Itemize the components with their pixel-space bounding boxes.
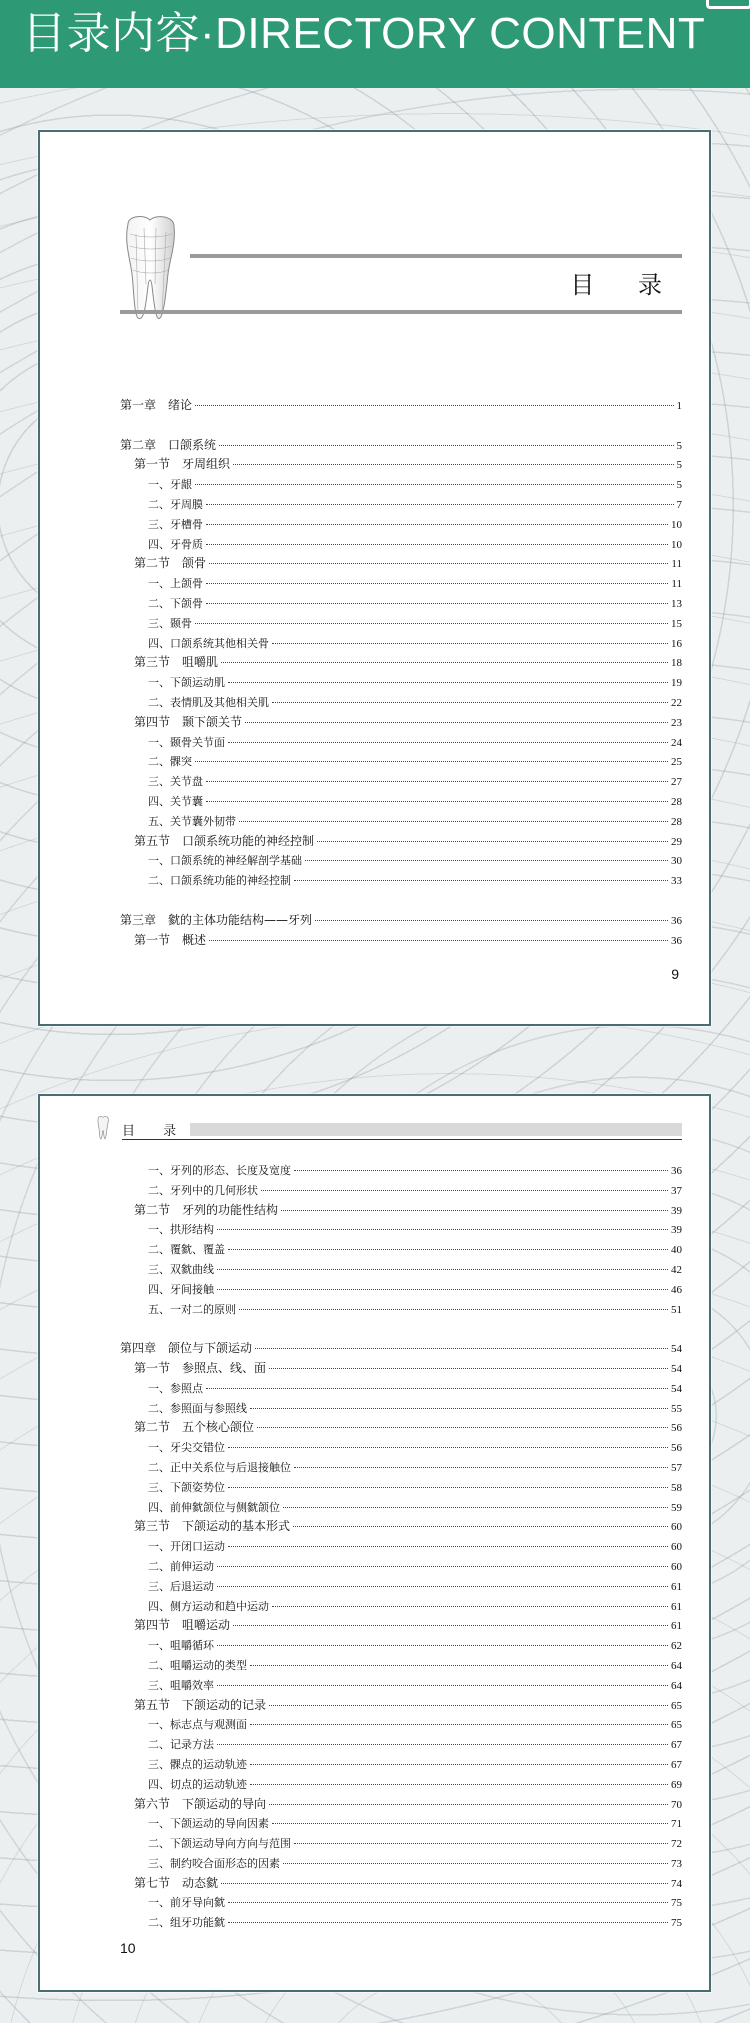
toc-entry-title: 第三节 咀嚼肌: [134, 655, 219, 670]
toc-list: [120, 396, 682, 950]
toc-leader-dots: [272, 1606, 668, 1607]
toc-leader-dots: [217, 1289, 668, 1290]
toc-leader-dots: [219, 445, 673, 446]
toc-entry-title: 五、一对二的原则: [148, 1302, 236, 1316]
toc-entry-page: 57: [671, 1461, 682, 1474]
toc-subsection: [120, 851, 682, 871]
toc-leader-dots: [250, 1784, 668, 1785]
toc-leader-dots: [206, 583, 668, 584]
toc-entry-page: 36: [671, 1165, 682, 1177]
toc-leader-dots: [209, 940, 668, 941]
toc-entry-page: 37: [671, 1184, 682, 1197]
toc-entry-title: 第一章 绪论: [120, 398, 193, 412]
toc-entry-title: 第一节 概述: [134, 932, 207, 947]
toc-leader-dots: [272, 643, 668, 644]
toc-subsection: [120, 1498, 682, 1518]
toc-leader-dots: [233, 464, 673, 465]
toc-entry-page: 56: [671, 1442, 682, 1455]
toc-entry-title: 三、咀嚼效率: [148, 1678, 214, 1692]
toc-entry-page: 24: [671, 736, 682, 749]
toc-chapter: [120, 396, 682, 416]
toc-entry-title: 二、参照面与参照线: [148, 1401, 247, 1415]
toc-subsection: [120, 1458, 682, 1478]
toc-subsection: [120, 792, 682, 812]
toc-entry-title: 二、正中关系位与后退接触位: [148, 1460, 291, 1474]
toc-leader-dots: [221, 662, 668, 663]
toc-entry-page: 5: [676, 439, 682, 452]
toc-entry-title: 第三章 㓄的主体功能结构——牙列: [120, 912, 313, 927]
toc-leader-dots: [217, 1566, 668, 1567]
toc-subsection: [120, 1814, 682, 1834]
page-title: 目 录: [570, 271, 680, 299]
toc-leader-dots: [217, 1586, 668, 1587]
toc-entry-title: 一、咀嚼循环: [148, 1639, 214, 1653]
toc-spacer: [120, 416, 682, 436]
toc-entry-title: 五、关节囊外韧带: [148, 814, 236, 828]
toc-subsection: [120, 1240, 682, 1260]
toc-entry-page: 73: [671, 1857, 682, 1870]
toc-entry-title: 三、双㓄曲线: [148, 1262, 214, 1276]
page-title: 目 录: [122, 1124, 189, 1139]
toc-leader-dots: [228, 1447, 668, 1448]
toc-subsection: [120, 1577, 682, 1597]
toc-entry-page: 5: [676, 459, 682, 472]
toc-leader-dots: [294, 880, 668, 881]
toc-entry-page: 58: [671, 1481, 682, 1494]
toc-entry-page: 19: [671, 677, 682, 690]
toc-entry-page: 67: [671, 1739, 682, 1752]
toc-chapter: [120, 1339, 682, 1359]
toc-entry-title: 四、切点的运动轨迹: [148, 1777, 247, 1791]
toc-leader-dots: [294, 1170, 668, 1171]
toc-entry-page: 54: [671, 1343, 682, 1356]
toc-subsection: [120, 1854, 682, 1874]
toc-entry-title: 四、牙骨质: [148, 537, 203, 551]
toc-entry-page: 61: [671, 1600, 682, 1613]
toc-leader-dots: [206, 781, 668, 782]
toc-leader-dots: [206, 504, 674, 505]
toc-subsection: [120, 871, 682, 891]
toc-entry-page: 65: [671, 1719, 682, 1732]
toc-entry-page: 59: [671, 1501, 682, 1514]
toc-section: [120, 1359, 682, 1379]
toc-leader-dots: [217, 1269, 668, 1270]
tooth-icon: [96, 1116, 110, 1140]
toc-entry-page: 42: [671, 1263, 682, 1276]
toc-subsection: [120, 1913, 682, 1933]
toc-entry-title: 一、牙尖交错位: [148, 1441, 225, 1455]
toc-leader-dots: [283, 1507, 668, 1508]
toc-entry-page: 54: [671, 1382, 682, 1395]
toc-leader-dots: [272, 702, 668, 703]
toc-leader-dots: [294, 1843, 668, 1844]
toc-section: [120, 1201, 682, 1221]
toc-leader-dots: [209, 563, 668, 564]
toc-entry-page: 39: [671, 1204, 682, 1217]
header-bar: [190, 1123, 682, 1136]
toc-entry-page: 46: [671, 1283, 682, 1296]
toc-entry-page: 62: [671, 1640, 682, 1653]
toc-subsection: [120, 634, 682, 654]
toc-entry-title: 一、牙列的形态、长度及宽度: [148, 1164, 291, 1177]
toc-entry-page: 36: [671, 914, 682, 927]
toc-entry-page: 33: [671, 875, 682, 888]
toc-section: [120, 713, 682, 733]
toc-entry-title: 二、牙列中的几何形状: [148, 1183, 258, 1197]
toc-subsection: [120, 1399, 682, 1419]
toc-entry-page: 30: [671, 855, 682, 868]
toc-entry-title: 第四节 咀嚼运动: [134, 1618, 231, 1633]
toc-entry-page: 72: [671, 1838, 682, 1851]
toc-entry-page: 28: [671, 815, 682, 828]
toc-leader-dots: [245, 722, 668, 723]
toc-leader-dots: [250, 1724, 668, 1725]
toc-entry-title: 三、制约咬合面形态的因素: [148, 1856, 280, 1870]
toc-entry-title: 二、牙周膜: [148, 497, 203, 511]
toc-leader-dots: [206, 603, 668, 604]
toc-entry-page: 36: [671, 934, 682, 947]
toc-leader-dots: [257, 1427, 668, 1428]
toc-entry-title: 一、标志点与观测面: [148, 1718, 247, 1732]
toc-section: [120, 1696, 682, 1716]
toc-leader-dots: [195, 405, 673, 406]
toc-leader-dots: [228, 1922, 668, 1923]
toc-spacer: [120, 891, 682, 911]
toc-entry-title: 一、牙龈: [148, 478, 192, 492]
toc-entry-title: 一、拱形结构: [148, 1223, 214, 1237]
toc-entry-title: 三、颞骨: [148, 616, 192, 630]
toc-leader-dots: [206, 801, 668, 802]
toc-section: [120, 1616, 682, 1636]
toc-entry-page: 60: [671, 1541, 682, 1554]
toc-entry-page: 67: [671, 1758, 682, 1771]
toc-leader-dots: [217, 1645, 668, 1646]
toc-entry-title: 第三节 下颌运动的基本形式: [134, 1519, 291, 1534]
toc-entry-title: 一、口颌系统的神经解剖学基础: [148, 854, 302, 868]
toc-entry-page: 1: [676, 400, 682, 412]
toc-leader-dots: [195, 623, 668, 624]
toc-entry-page: 71: [671, 1818, 682, 1831]
toc-leader-dots: [250, 1665, 668, 1666]
toc-entry-title: 第五节 口颌系统功能的神经控制: [134, 833, 315, 848]
toc-entry-page: 40: [671, 1244, 682, 1257]
toc-entry-title: 二、咀嚼运动的类型: [148, 1658, 247, 1672]
toc-entry-title: 一、前牙导向㓄: [148, 1896, 225, 1910]
toc-section: [120, 1517, 682, 1537]
toc-leader-dots: [206, 1388, 668, 1389]
toc-subsection: [120, 1181, 682, 1201]
toc-entry-title: 一、颞骨关节面: [148, 735, 225, 749]
toc-entry-page: 11: [671, 558, 682, 571]
toc-section: [120, 832, 682, 852]
toc-entry-title: 第六节 下颌运动的导向: [134, 1796, 267, 1811]
toc-entry-title: 二、前伸运动: [148, 1559, 214, 1573]
toc-entry-page: 75: [671, 1917, 682, 1930]
toc-entry-page: 29: [671, 835, 682, 848]
toc-entry-page: 23: [671, 716, 682, 729]
toc-entry-page: 39: [671, 1224, 682, 1237]
toc-subsection: [120, 772, 682, 792]
toc-entry-page: 51: [671, 1303, 682, 1316]
toc-section: [120, 554, 682, 574]
toc-subsection: [120, 1597, 682, 1617]
toc-entry-page: 70: [671, 1798, 682, 1811]
page-number: 9: [671, 966, 679, 982]
toc-entry-page: 55: [671, 1402, 682, 1415]
toc-leader-dots: [228, 1546, 668, 1547]
toc-subsection: [120, 1537, 682, 1557]
toc-entry-title: 三、下颌姿势位: [148, 1480, 225, 1494]
toc-entry-title: 第二节 牙列的功能性结构: [134, 1202, 279, 1217]
header-rule-top: [190, 254, 682, 258]
toc-leader-dots: [269, 1368, 668, 1369]
toc-subsection: [120, 1636, 682, 1656]
toc-entry-page: 65: [671, 1699, 682, 1712]
toc-subsection: [120, 1478, 682, 1498]
toc-section: [120, 455, 682, 475]
toc-entry-title: 三、后退运动: [148, 1579, 214, 1593]
toc-leader-dots: [195, 761, 668, 762]
toc-entry-page: 22: [671, 696, 682, 709]
toc-subsection: [120, 1280, 682, 1300]
toc-leader-dots: [195, 484, 674, 485]
toc-entry-title: 第四节 颞下颌关节: [134, 714, 243, 729]
toc-entry-title: 二、记录方法: [148, 1738, 214, 1752]
toc-leader-dots: [250, 1408, 668, 1409]
toc-subsection: [120, 535, 682, 555]
toc-entry-page: 28: [671, 795, 682, 808]
toc-entry-title: 一、下颌运动肌: [148, 676, 225, 690]
toc-leader-dots: [293, 1526, 668, 1527]
toc-entry-title: 第七节 动态㓄: [134, 1875, 219, 1890]
toc-entry-title: 二、表情肌及其他相关肌: [148, 695, 269, 709]
toc-entry-title: 四、前伸㓄颌位与侧㓄颌位: [148, 1500, 280, 1514]
toc-entry-page: 56: [671, 1422, 682, 1435]
toc-entry-title: 三、牙槽骨: [148, 517, 203, 531]
toc-entry-title: 第五节 下颌运动的记录: [134, 1697, 267, 1712]
toc-entry-title: 二、下颌运动导向方向与范围: [148, 1837, 291, 1851]
toc-subsection: [120, 614, 682, 634]
toc-section: [120, 931, 682, 951]
toc-subsection: [120, 594, 682, 614]
toc-subsection: [120, 1735, 682, 1755]
toc-entry-page: 60: [671, 1560, 682, 1573]
toc-chapter: [120, 436, 682, 456]
toc-subsection: [120, 1715, 682, 1735]
toc-section: [120, 653, 682, 673]
toc-leader-dots: [294, 1467, 668, 1468]
toc-leader-dots: [228, 1487, 668, 1488]
toc-subsection: [120, 1300, 682, 1320]
toc-entry-page: 64: [671, 1679, 682, 1692]
toc-subsection: [120, 1438, 682, 1458]
toc-entry-page: 27: [671, 776, 682, 789]
toc-entry-page: 61: [671, 1620, 682, 1633]
toc-entry-page: 7: [676, 498, 682, 511]
toc-leader-dots: [305, 860, 668, 861]
toc-subsection: [120, 752, 682, 772]
header-rule: [122, 1139, 682, 1140]
toc-leader-dots: [272, 1823, 668, 1824]
toc-leader-dots: [317, 841, 668, 842]
toc-chapter: [120, 911, 682, 931]
toc-entry-page: 15: [671, 617, 682, 630]
toc-leader-dots: [228, 742, 668, 743]
toc-leader-dots: [250, 1764, 668, 1765]
toc-leader-dots: [228, 682, 668, 683]
toc-entry-page: 64: [671, 1659, 682, 1672]
toc-entry-page: 13: [671, 597, 682, 610]
toc-page-10: [38, 1094, 711, 1992]
toc-leader-dots: [228, 1902, 668, 1903]
toc-leader-dots: [217, 1744, 668, 1745]
toc-entry-page: 16: [671, 637, 682, 650]
toc-entry-page: 11: [671, 578, 682, 591]
toc-leader-dots: [281, 1210, 668, 1211]
toc-subsection: [120, 1557, 682, 1577]
toc-subsection: [120, 733, 682, 753]
toc-leader-dots: [315, 920, 668, 921]
toc-entry-title: 四、关节囊: [148, 794, 203, 808]
toc-entry-title: 一、上颌骨: [148, 577, 203, 591]
toc-leader-dots: [217, 1229, 668, 1230]
toc-entry-page: 18: [671, 657, 682, 670]
toc-subsection: [120, 1893, 682, 1913]
toc-entry-page: 10: [671, 538, 682, 551]
toc-section: [120, 1795, 682, 1815]
toc-entry-title: 第一节 参照点、线、面: [134, 1360, 267, 1375]
toc-subsection: [120, 1161, 682, 1181]
toc-entry-title: 一、下颌运动的导向因素: [148, 1817, 269, 1831]
toc-entry-page: 69: [671, 1778, 682, 1791]
toc-subsection: [120, 1379, 682, 1399]
toc-entry-page: 60: [671, 1521, 682, 1534]
toc-list: [120, 1161, 682, 1933]
toc-leader-dots: [239, 1309, 668, 1310]
toc-entry-title: 四、口颌系统其他相关骨: [148, 636, 269, 650]
toc-subsection: [120, 574, 682, 594]
toc-entry-title: 一、参照点: [148, 1381, 203, 1395]
toc-entry-title: 第二节 五个核心颌位: [134, 1420, 255, 1435]
toc-entry-title: 二、覆㓄、覆盖: [148, 1243, 225, 1257]
toc-leader-dots: [269, 1804, 668, 1805]
toc-leader-dots: [206, 524, 668, 525]
toc-entry-title: 二、髁突: [148, 755, 192, 769]
header-rule-bottom: [120, 310, 682, 314]
toc-entry-title: 第二章 口颌系统: [120, 437, 217, 452]
toc-subsection: [120, 1676, 682, 1696]
toc-leader-dots: [239, 821, 668, 822]
toc-leader-dots: [283, 1863, 668, 1864]
toc-entry-page: 54: [671, 1362, 682, 1375]
toc-entry-title: 二、口颌系统功能的神经控制: [148, 874, 291, 888]
toc-subsection: [120, 1220, 682, 1240]
toc-entry-title: 第二节 颌骨: [134, 556, 207, 571]
toc-page-9: [38, 130, 711, 1026]
toc-entry-title: 第四章 颌位与下颌运动: [120, 1341, 253, 1356]
toc-entry-title: 三、髁点的运动轨迹: [148, 1757, 247, 1771]
toc-spacer: [120, 1319, 682, 1339]
toc-entry-page: 74: [671, 1877, 682, 1890]
toc-entry-title: 第一节 牙周组织: [134, 457, 231, 472]
toc-entry-title: 二、下颌骨: [148, 596, 203, 610]
toc-entry-page: 5: [676, 479, 682, 492]
toc-subsection: [120, 812, 682, 832]
toc-leader-dots: [206, 544, 668, 545]
toc-entry-page: 75: [671, 1897, 682, 1910]
toc-subsection: [120, 1775, 682, 1795]
toc-subsection: [120, 495, 682, 515]
toc-section: [120, 1418, 682, 1438]
toc-subsection: [120, 1656, 682, 1676]
toc-entry-title: 四、牙间接触: [148, 1282, 214, 1296]
header-banner: [0, 0, 750, 88]
toc-subsection: [120, 693, 682, 713]
banner-title: 目录内容·DIRECTORY CONTENT: [22, 9, 706, 58]
toc-leader-dots: [221, 1883, 668, 1884]
toc-entry-page: 10: [671, 518, 682, 531]
toc-leader-dots: [233, 1625, 668, 1626]
toc-subsection: [120, 1834, 682, 1854]
toc-entry-title: 二、组牙功能㓄: [148, 1916, 225, 1930]
toc-section: [120, 1874, 682, 1894]
toc-leader-dots: [269, 1705, 668, 1706]
toc-entry-title: 一、开闭口运动: [148, 1540, 225, 1554]
page-number: 10: [120, 1940, 136, 1956]
toc-subsection: [120, 1755, 682, 1775]
toc-subsection: [120, 515, 682, 535]
toc-subsection: [120, 673, 682, 693]
toc-entry-title: 三、关节盘: [148, 775, 203, 789]
toc-leader-dots: [255, 1348, 668, 1349]
toc-subsection: [120, 1260, 682, 1280]
toc-leader-dots: [217, 1685, 668, 1686]
toc-leader-dots: [228, 1249, 668, 1250]
toc-entry-title: 四、侧方运动和趋中运动: [148, 1599, 269, 1613]
toc-entry-page: 61: [671, 1580, 682, 1593]
toc-entry-page: 25: [671, 756, 682, 769]
toc-subsection: [120, 475, 682, 495]
toc-leader-dots: [261, 1190, 668, 1191]
tooth-icon: [120, 214, 180, 324]
